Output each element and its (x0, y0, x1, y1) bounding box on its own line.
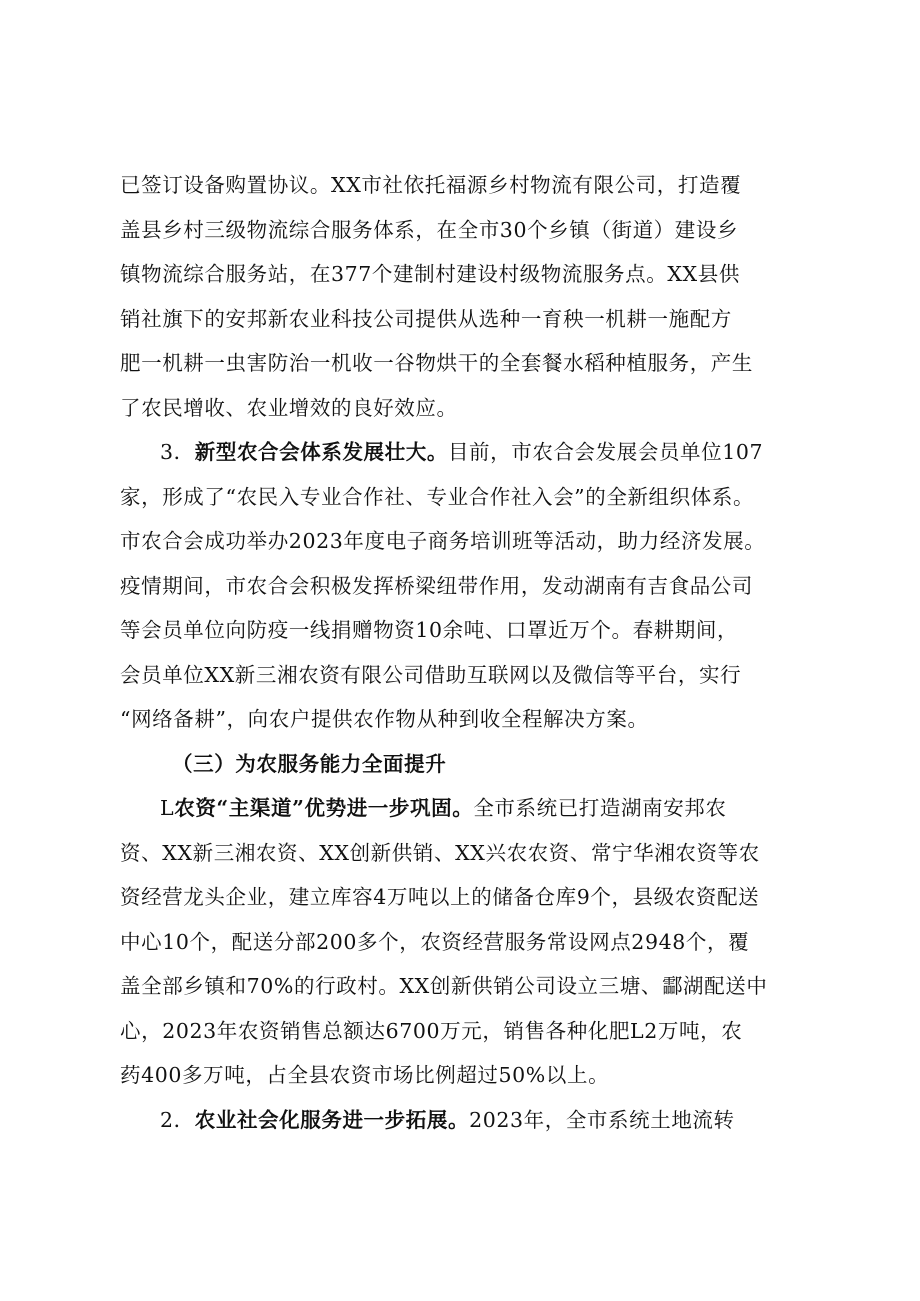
item-bold-lead: 新型农合会体系发展壮大。 (194, 440, 448, 464)
paragraph-line: 销社旗下的安邦新农业科技公司提供从选种一育秧一机耕一施配方 (120, 307, 732, 331)
paragraph-line: 盖全部乡镇和70%的行政村。XX创新供销公司设立三塘、酃湖配送中 (120, 974, 768, 998)
paragraph-line: 市农合会成功举办2023年度电子商务培训班等活动，助力经济发展。 (120, 529, 766, 553)
paragraph-first-line (160, 793, 727, 823)
paragraph-line: 会员单位XX新三湘农资有限公司借助互联网以及微信等平台，实行 (120, 663, 742, 687)
item-first-rest: 目前，市农合会发展会员单位107 (447, 440, 764, 464)
paragraph-line: 家，形成了“农民入专业合作社、专业合作社入会”的全新组织体系。 (120, 485, 755, 509)
paragraph-line: 盖县乡村三级物流综合服务体系，在全市30个乡镇（街道）建设乡 (120, 218, 739, 242)
paragraph-line: 心，2023年农资销售总额达6700万元，销售各种化肥L2万吨，农 (120, 1019, 743, 1043)
paragraph-line: 已签订设备购置协议。XX市社依托福源乡村物流有限公司，打造覆 (120, 173, 742, 197)
paragraph-line: 镇物流综合服务站，在377个建制村建设村级物流服务点。XX县供 (120, 262, 740, 286)
item-number: 2． (160, 1108, 195, 1132)
section-heading: （三）为农服务能力全面提升 (172, 752, 447, 776)
paragraph-line: “网络备耕”，向农户提供农作物从种到收全程解决方案。 (120, 707, 649, 731)
item-bold-lead: 农业社会化服务进一步拓展。 (194, 1108, 470, 1132)
item-bold-lead: 农资“主渠道”优势进一步巩固。 (174, 796, 474, 820)
paragraph-line: 了农民增收、农业增效的良好效应。 (120, 396, 458, 420)
paragraph-line: 疫情期间，市农合会积极发挥桥梁纽带作用，发动湖南有吉食品公司 (120, 574, 753, 598)
paragraph-line: 药400多万吨，占全县农资市场比例超过50%以上。 (120, 1063, 610, 1087)
item-first-rest: 2023年，全市系统土地流转 (469, 1108, 735, 1132)
item-number: L (160, 796, 175, 820)
paragraph-line: 中心10个，配送分部200多个，农资经营服务常设网点2948个，覆 (120, 930, 750, 954)
paragraph-first-line (160, 1105, 735, 1135)
paragraph-line: 等会员单位向防疫一线捐赠物资10余吨、口罩近万个。春耕期间， (120, 618, 739, 642)
item-first-rest: 全市系统已打造湖南安邦农 (473, 796, 727, 820)
paragraph-line: 资、XX新三湘农资、XX创新供销、XX兴农农资、常宁华湘农资等农 (120, 841, 760, 865)
item-number: 3． (160, 440, 195, 464)
paragraph-line: 肥一机耕一虫害防治一机收一谷物烘干的全套餐水稻种植服务，产生 (120, 351, 753, 375)
paragraph-line: 资经营龙头企业，建立库容4万吨以上的储备仓库9个，县级农资配送 (120, 885, 760, 909)
paragraph-first-line (160, 437, 763, 467)
